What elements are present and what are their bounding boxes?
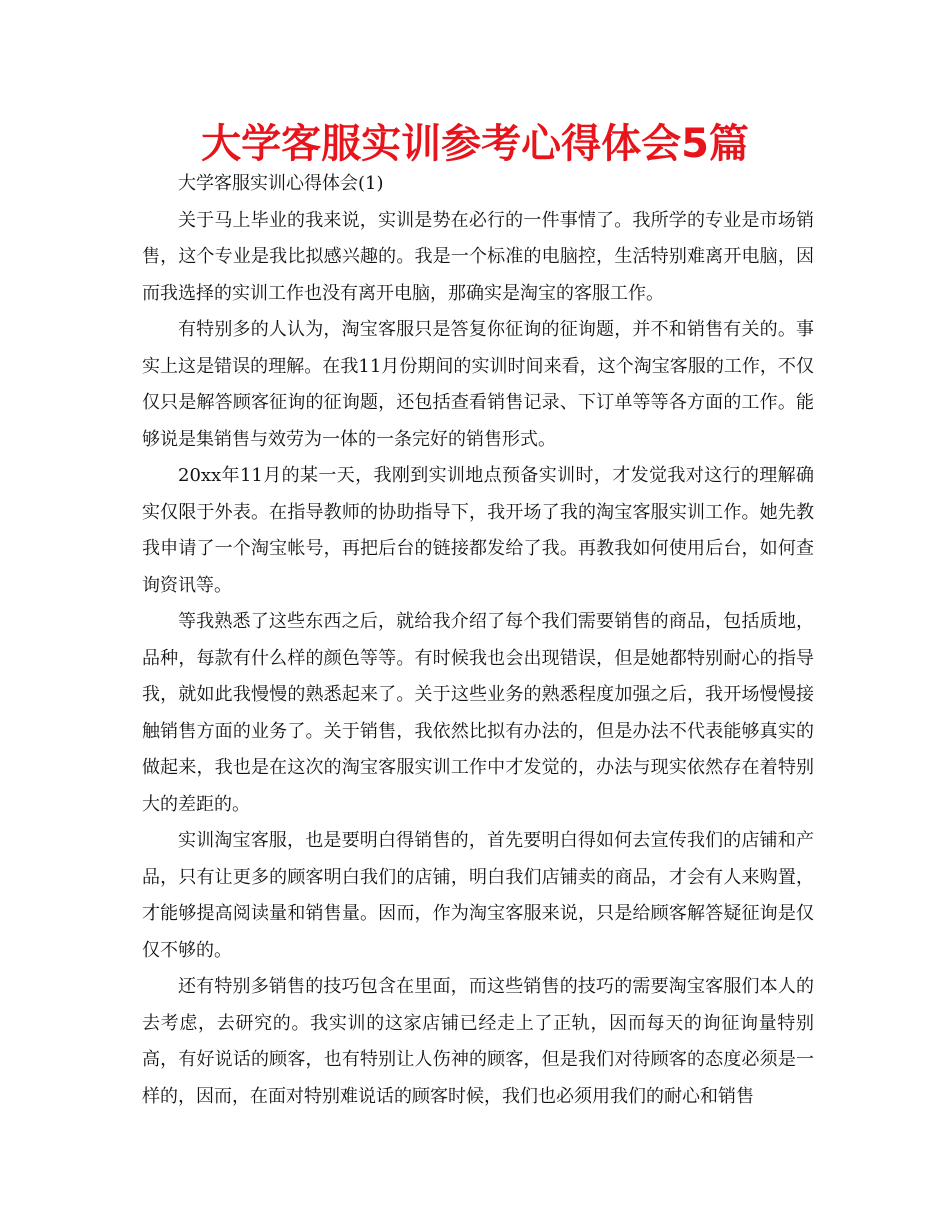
paragraph: 有特别多的人认为，淘宝客服只是答复你征询的征询题，并不和销售有关的。事实上这是错误的理解。在我11月份期间的实训时间来看，这个淘宝客服的工作，不仅仅只是解答顾客征询的征询题，还包括查看销售记录、下订单等等各方面的工作。能够说是集销售与效劳为一体的一条完好的销售形式。 (142, 319, 814, 450)
section-heading: 大学客服实训心得体会(1) (178, 173, 384, 194)
paragraph: 还有特别多销售的技巧包含在里面，而这些销售的技巧的需要淘宝客服们本人的去考虑，去研究的。我实训的这家店铺已经走上了正轨，因而每天的询征询量特别高，有好说话的顾客，也有特别让人伤神的顾客，但是我们对待顾客的态度必须是一样的，因而，在面对特别难说话的顾客时候，我们也必须用我们的耐心和销售 (142, 976, 814, 1107)
paragraph: 等我熟悉了这些东西之后，就给我介绍了每个我们需要销售的商品，包括质地，品种，每款有什么样的颜色等等。有时候我也会出现错误，但是她都特别耐心的指导我，就如此我慢慢的熟悉起来了。关于这些业务的熟悉程度加强之后，我开场慢慢接触销售方面的业务了。关于销售，我依然比拟有办法的，但是办法不代表能够真实的做起来，我也是在这次的淘宝客服实训工作中才发觉的，办法与现实依然存在着特别大的差距的。 (142, 611, 814, 815)
paragraph: 关于马上毕业的我来说，实训是势在必行的一件事情了。我所学的专业是市场销售，这个专业是我比拟感兴趣的。我是一个标准的电脑控，生活特别难离开电脑，因而我选择的实训工作也没有离开电脑，那确实是淘宝的客服工作。 (142, 209, 814, 304)
paragraph: 实训淘宝客服，也是要明白得销售的，首先要明白得如何去宣传我们的店铺和产品，只有让更多的顾客明白我们的店铺，明白我们店铺卖的商品，才会有人来购置，才能够提高阅读量和销售量。因而，作为淘宝客服来说，只是给顾客解答疑征询是仅仅不够的。 (142, 830, 814, 961)
document-title: 大学客服实训参考心得体会5篇 (201, 121, 749, 167)
document-body (142, 166, 814, 1115)
paragraph: 20xx年11月的某一天，我刚到实训地点预备实训时，才发觉我对这行的理解确实仅限于外表。在指导教师的协助指导下，我开场了我的淘宝客服实训工作。她先教我申请了一个淘宝帐号，再把后台的链接都发给了我。再教我如何使用后台，如何查询资讯等。 (142, 465, 814, 596)
